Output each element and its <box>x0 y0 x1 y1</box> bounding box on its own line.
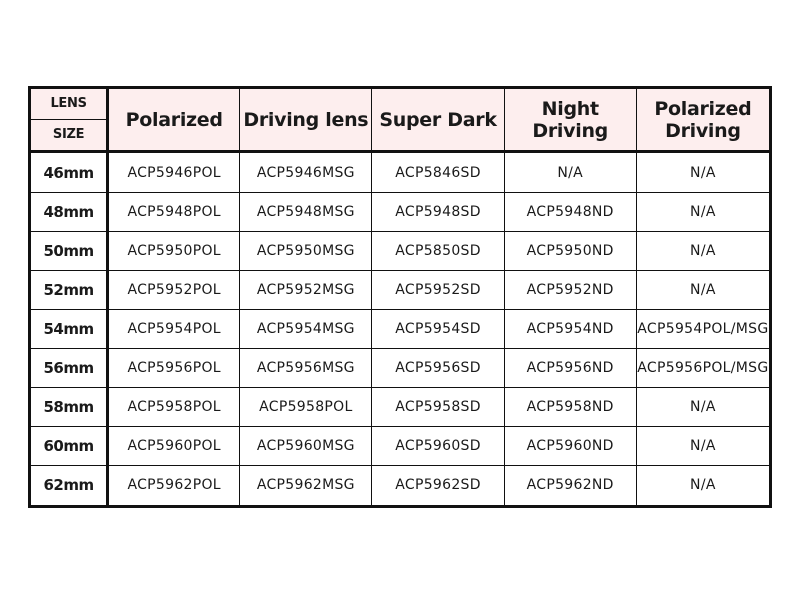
cell-super-dark: ACP5952SD <box>372 271 504 310</box>
cell-polarized-driving: N/A <box>636 271 770 310</box>
cell-super-dark: ACP5960SD <box>372 426 504 465</box>
cell-super-dark: ACP5954SD <box>372 309 504 348</box>
cell-polarized: ACP5958POL <box>108 387 240 426</box>
cell-night-driving: ACP5954ND <box>504 309 636 348</box>
cell-super-dark: ACP5948SD <box>372 193 504 232</box>
cell-polarized-driving: N/A <box>636 152 770 193</box>
cell-polarized-driving: N/A <box>636 387 770 426</box>
cell-driving-lens: ACP5962MSG <box>240 465 372 506</box>
cell-polarized-driving: N/A <box>636 465 770 506</box>
cell-super-dark: ACP5962SD <box>372 465 504 506</box>
cell-night-driving: ACP5958ND <box>504 387 636 426</box>
cell-driving-lens: ACP5948MSG <box>240 193 372 232</box>
corner-lens-label: LENS <box>30 88 108 120</box>
cell-super-dark: ACP5846SD <box>372 152 504 193</box>
cell-polarized: ACP5950POL <box>108 232 240 271</box>
size-cell: 52mm <box>30 271 108 310</box>
cell-driving-lens: ACP5946MSG <box>240 152 372 193</box>
cell-night-driving: N/A <box>504 152 636 193</box>
cell-polarized-driving: N/A <box>636 232 770 271</box>
header-super-dark: Super Dark <box>372 88 504 152</box>
cell-driving-lens: ACP5958POL <box>240 387 372 426</box>
size-cell: 46mm <box>30 152 108 193</box>
cell-driving-lens: ACP5960MSG <box>240 426 372 465</box>
cell-night-driving: ACP5948ND <box>504 193 636 232</box>
table-row <box>30 426 771 465</box>
cell-driving-lens: ACP5950MSG <box>240 232 372 271</box>
cell-polarized: ACP5954POL <box>108 309 240 348</box>
header-night-driving: Night Driving <box>504 88 636 152</box>
cell-driving-lens: ACP5956MSG <box>240 348 372 387</box>
cell-polarized-driving: N/A <box>636 426 770 465</box>
cell-super-dark: ACP5958SD <box>372 387 504 426</box>
table-row <box>30 232 771 271</box>
size-cell: 50mm <box>30 232 108 271</box>
corner-size-label: SIZE <box>30 120 108 152</box>
table-header <box>30 88 771 152</box>
size-cell: 54mm <box>30 309 108 348</box>
cell-night-driving: ACP5962ND <box>504 465 636 506</box>
cell-polarized-driving: N/A <box>636 193 770 232</box>
cell-polarized: ACP5952POL <box>108 271 240 310</box>
cell-super-dark: ACP5956SD <box>372 348 504 387</box>
table-row <box>30 465 771 506</box>
cell-night-driving: ACP5956ND <box>504 348 636 387</box>
cell-driving-lens: ACP5954MSG <box>240 309 372 348</box>
table-row <box>30 193 771 232</box>
table-row <box>30 271 771 310</box>
cell-polarized: ACP5960POL <box>108 426 240 465</box>
cell-polarized: ACP5948POL <box>108 193 240 232</box>
cell-super-dark: ACP5850SD <box>372 232 504 271</box>
table-row <box>30 387 771 426</box>
cell-polarized: ACP5962POL <box>108 465 240 506</box>
header-polarized: Polarized <box>108 88 240 152</box>
size-cell: 48mm <box>30 193 108 232</box>
size-cell: 56mm <box>30 348 108 387</box>
table-row <box>30 152 771 193</box>
size-cell: 58mm <box>30 387 108 426</box>
table-row <box>30 309 771 348</box>
cell-night-driving: ACP5960ND <box>504 426 636 465</box>
header-row <box>30 88 771 120</box>
header-polarized-driving: Polarized Driving <box>636 88 770 152</box>
cell-polarized-driving: ACP5956POL/MSG <box>636 348 770 387</box>
lens-size-table <box>28 86 772 508</box>
cell-driving-lens: ACP5952MSG <box>240 271 372 310</box>
size-cell: 60mm <box>30 426 108 465</box>
cell-polarized: ACP5956POL <box>108 348 240 387</box>
cell-night-driving: ACP5952ND <box>504 271 636 310</box>
table-body <box>30 152 771 507</box>
cell-polarized-driving: ACP5954POL/MSG <box>636 309 770 348</box>
size-cell: 62mm <box>30 465 108 506</box>
header-driving-lens: Driving lens <box>240 88 372 152</box>
cell-night-driving: ACP5950ND <box>504 232 636 271</box>
cell-polarized: ACP5946POL <box>108 152 240 193</box>
table-row <box>30 348 771 387</box>
